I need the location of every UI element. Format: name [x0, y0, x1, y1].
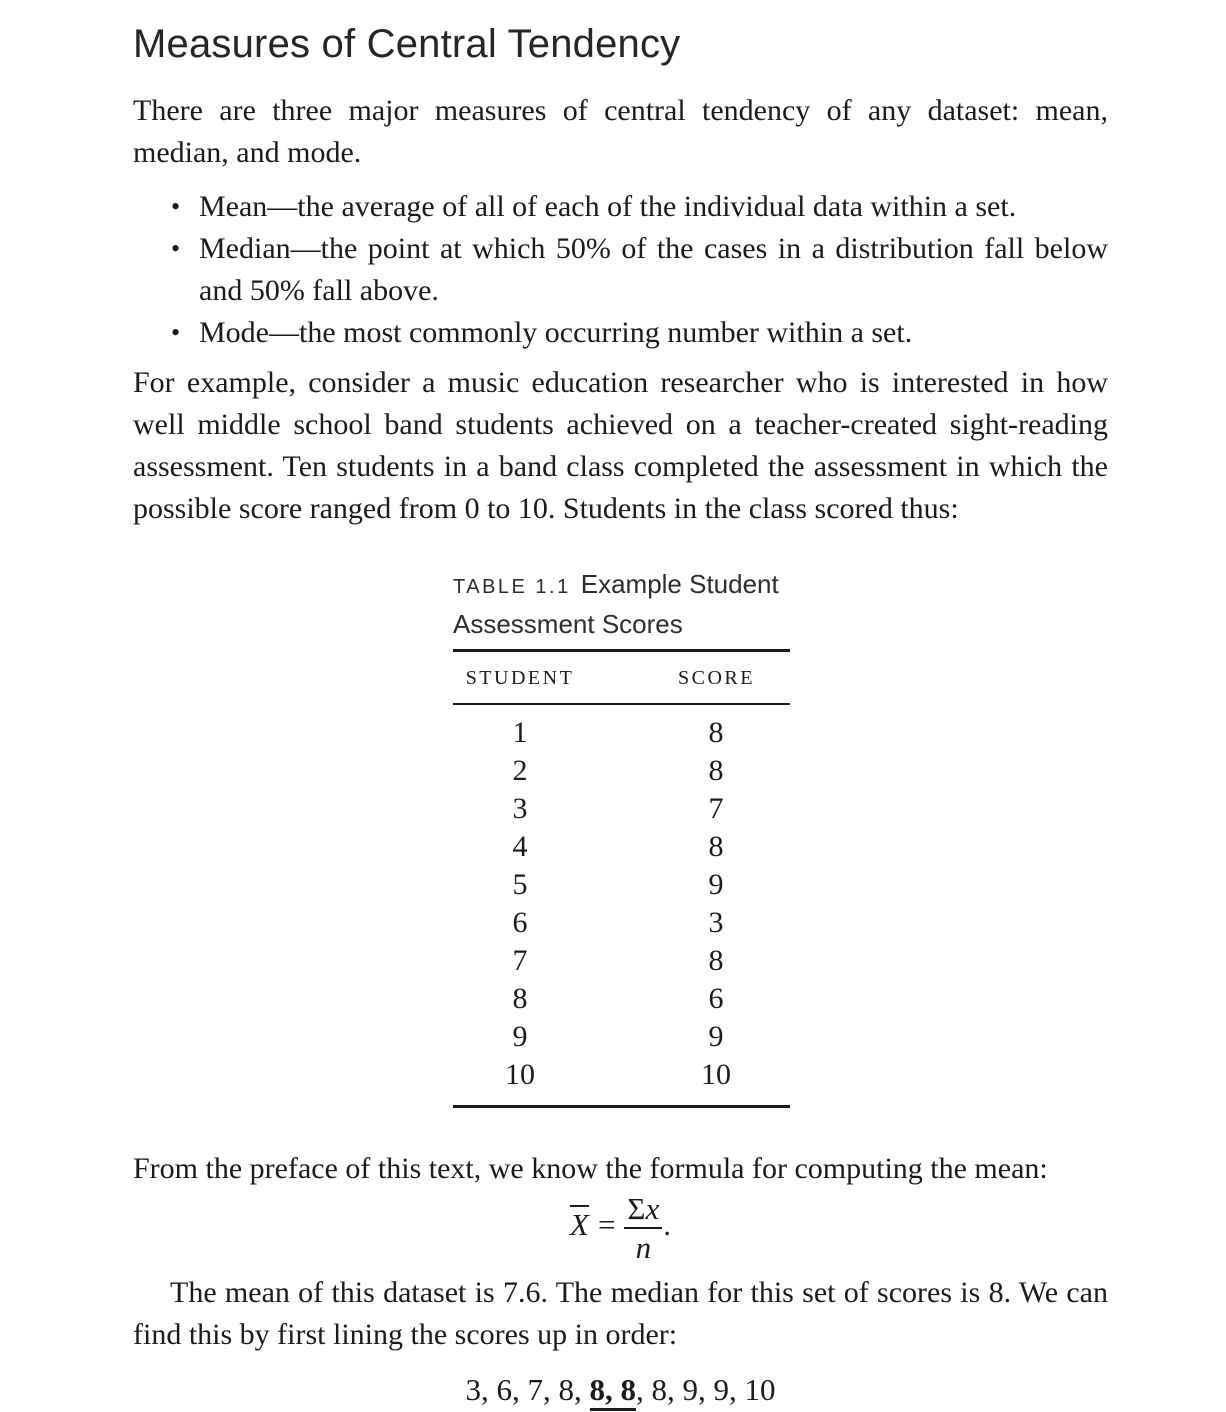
bullet-icon: •	[171, 318, 181, 347]
table-cell: 10	[505, 1058, 535, 1091]
table-caption	[453, 566, 790, 643]
list-item	[133, 186, 1108, 228]
table-cell: 8	[512, 982, 528, 1015]
table-cell: 7	[512, 944, 528, 977]
mean-formula	[133, 1192, 1108, 1264]
formula-intro-paragraph: From the preface of this text, we know the formula for computing the mean:	[133, 1152, 1048, 1185]
example-paragraph: For example, consider a music education researcher who is interested in how well middle school band students achieved on a teacher-created sight-reading assessment. Ten students in a band class completed the assessment in which the possible score ranged from 0 to 10. Students in the class scored thus:	[133, 366, 1108, 525]
formula-sigma: Σ	[627, 1191, 646, 1226]
column-header-student: STUDENT	[453, 651, 587, 705]
table-body	[453, 704, 790, 1107]
page-title: Measures of Central Tendency	[133, 22, 681, 66]
table-cell: 9	[708, 868, 724, 901]
table-row	[453, 828, 790, 866]
table-cell: 10	[701, 1058, 731, 1091]
formula-x: x	[645, 1191, 660, 1226]
table-row	[453, 904, 790, 942]
table-cell: 8	[708, 754, 724, 787]
list-item-text: Median—the point at which 50% of the cases in a distribution fall below and 50% fall above.	[199, 232, 1108, 307]
table-cell: 8	[708, 830, 724, 863]
table-row	[453, 1056, 790, 1107]
table-caption-label: TABLE 1.1	[453, 576, 571, 598]
formula-denominator: n	[635, 1230, 652, 1265]
formula-xbar: $\overline{X}$	[570, 1207, 589, 1243]
table-cell: 6	[708, 982, 724, 1015]
table-cell: 8	[708, 944, 724, 977]
bullet-icon: •	[171, 192, 181, 221]
table-cell: 2	[512, 754, 528, 787]
table-row	[453, 790, 790, 828]
table-row	[453, 704, 790, 752]
scores-table	[453, 649, 790, 1108]
table-figure	[453, 566, 790, 1108]
formula-period: .	[663, 1207, 671, 1243]
table-cell: 7	[708, 792, 724, 825]
table-cell: 9	[708, 1020, 724, 1053]
formula-numerator	[624, 1192, 662, 1229]
table-header-row	[453, 651, 790, 705]
table-row	[453, 1018, 790, 1056]
table-cell: 6	[512, 906, 528, 939]
table-row	[453, 752, 790, 790]
bullet-list	[133, 186, 1108, 354]
list-item-text: Mean—the average of all of each of the individual data within a set.	[199, 190, 1017, 223]
list-item	[133, 228, 1108, 312]
table-cell: 3	[708, 906, 724, 939]
ordered-scores-prefix: 3, 6, 7, 8,	[465, 1372, 590, 1407]
ordered-scores-median-highlight: 8, 8	[590, 1372, 637, 1411]
table-cell: 5	[512, 868, 528, 901]
ordered-scores-line	[133, 1368, 1108, 1412]
list-item-text: Mode—the most commonly occurring number within a set.	[199, 316, 913, 349]
mean-paragraph: The mean of this dataset is 7.6. The median for this set of scores is 8. We can find this by first lining the scores up in order:	[133, 1276, 1108, 1351]
table-cell: 3	[512, 792, 528, 825]
table-cell: 4	[512, 830, 528, 863]
table-row	[453, 980, 790, 1018]
formula-fraction	[624, 1192, 662, 1264]
column-header-score: SCORE	[587, 651, 790, 705]
table-cell: 8	[708, 716, 724, 749]
formula-equals: =	[597, 1207, 616, 1243]
bullet-icon: •	[171, 234, 181, 263]
table-row	[453, 942, 790, 980]
ordered-scores-suffix: , 8, 9, 9, 10	[636, 1372, 776, 1407]
table-caption-title: Example Student Assessment Scores	[453, 569, 779, 639]
table-cell: 9	[512, 1020, 528, 1053]
list-item	[133, 312, 1108, 354]
table-row	[453, 866, 790, 904]
book-page	[0, 20, 1226, 1407]
intro-paragraph: There are three major measures of central tendency of any dataset: mean, median, and mode.	[133, 94, 1108, 169]
table-cell: 1	[512, 716, 528, 749]
